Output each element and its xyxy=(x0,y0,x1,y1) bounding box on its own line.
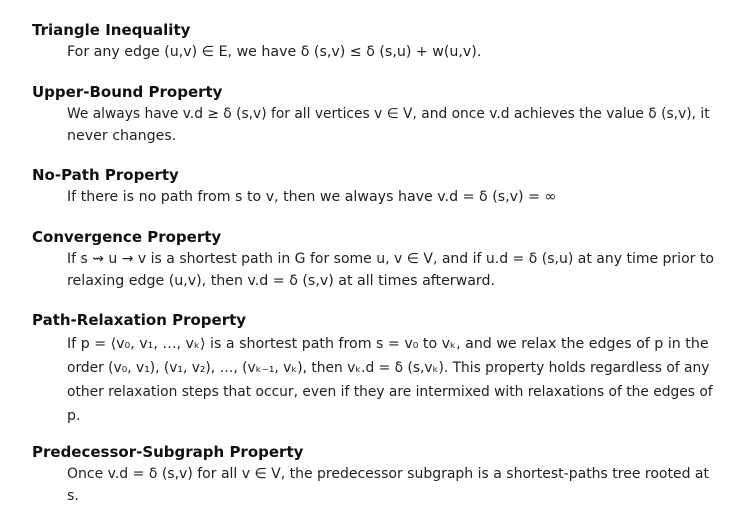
property-line: relaxing edge (u,v), then v.d = δ (s,v) at all times afterward. xyxy=(67,271,707,293)
property-title: Upper-Bound Property xyxy=(32,83,222,101)
property-body xyxy=(67,187,707,209)
property-body xyxy=(67,464,707,507)
property-line: Once v.d = δ (s,v) for all v ∈ V, the predecessor subgraph is a shortest-paths tree rooted at xyxy=(67,464,707,486)
property-line: other relaxation steps that occur, even if they are intermixed with relaxations of the edges of xyxy=(67,380,707,404)
property-title: Triangle Inequality xyxy=(32,21,190,39)
property-title: No-Path Property xyxy=(32,166,179,184)
property-body xyxy=(67,42,707,64)
property-line: never changes. xyxy=(67,126,707,148)
property-line: order (v₀, v₁), (v₁, v₂), …, (vₖ₋₁, vₖ), then vₖ.d = δ (s,vₖ). This property holds regardless of any xyxy=(67,356,707,380)
property-body xyxy=(67,249,707,292)
property-body xyxy=(67,104,707,147)
property-line: If there is no path from s to v, then we always have v.d = δ (s,v) = ∞ xyxy=(67,187,707,209)
property-line: s. xyxy=(67,486,707,507)
property-body xyxy=(67,332,707,428)
property-title: Predecessor-Subgraph Property xyxy=(32,443,303,461)
property-line: If p = ⟨v₀, v₁, …, vₖ⟩ is a shortest path from s = v₀ to vₖ, and we relax the edges of p in the xyxy=(67,332,707,356)
property-title: Path-Relaxation Property xyxy=(32,311,246,329)
property-title: Convergence Property xyxy=(32,228,221,246)
property-line: We always have v.d ≥ δ (s,v) for all vertices v ∈ V, and once v.d achieves the value δ (s,v), it xyxy=(67,104,707,126)
property-line: p. xyxy=(67,404,707,428)
property-line: For any edge (u,v) ∈ E, we have δ (s,v) ≤ δ (s,u) + w(u,v). xyxy=(67,42,707,64)
property-line: If s ⇝ u → v is a shortest path in G for some u, v ∈ V, and if u.d = δ (s,u) at any time prior to xyxy=(67,249,707,271)
